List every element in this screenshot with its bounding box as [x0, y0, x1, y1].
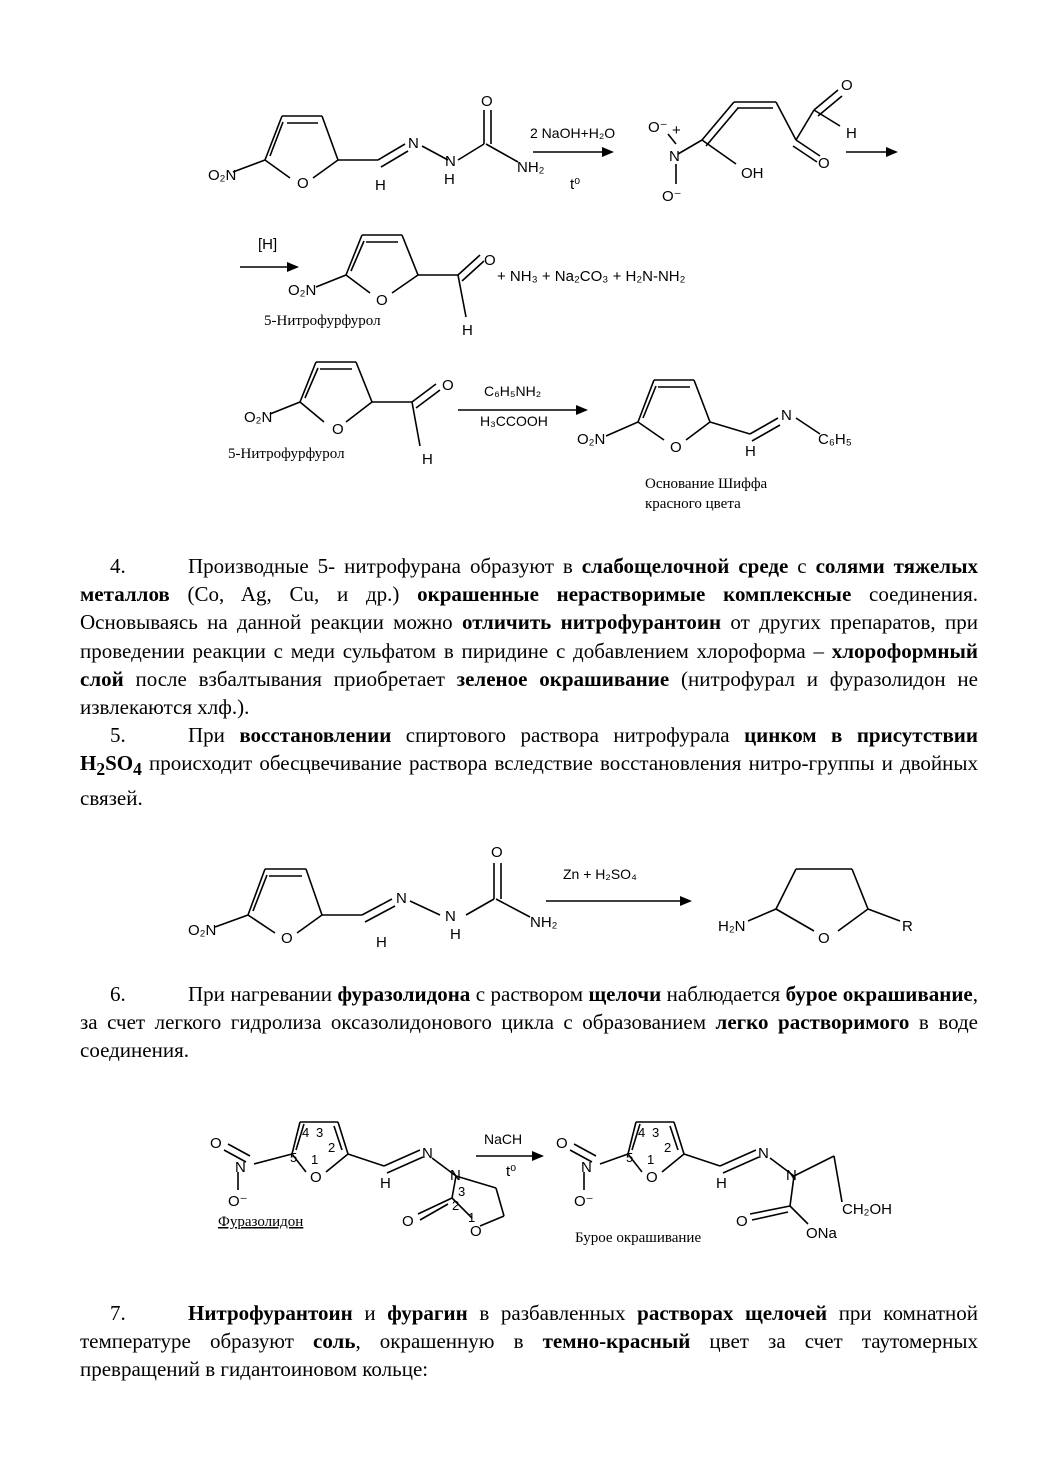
condition-label: t⁰ [570, 176, 581, 193]
compound-caption: 5-Нитрофурфурол [264, 313, 381, 329]
emphasis-text: восстановлении [239, 723, 392, 747]
emphasis-text-part: SO [105, 751, 134, 776]
text-segment: цвет за счет таутомерных превращений в гидантоиновом кольце: [80, 1329, 978, 1382]
ring-oxygen-label: O [818, 930, 830, 947]
product-caption-line-1: Основание Шиффа [645, 476, 768, 492]
reagent-label: 2 NaOH+H₂O [530, 125, 616, 141]
reagent-label: H₃CCOOH [480, 413, 548, 429]
hydrolysis-product-structure [556, 1122, 892, 1246]
nitrofural-structure [208, 93, 545, 194]
ring-oxygen-label: O [332, 421, 344, 438]
ring-oxygen-label: O [646, 1169, 658, 1186]
nitro-nitrogen-label: N [235, 1159, 246, 1176]
item-number: 6. [110, 982, 126, 1006]
nitro-group-label: O₂N [188, 922, 217, 939]
ring-locant: 3 [652, 1125, 660, 1140]
ring-locant: 1 [311, 1152, 319, 1167]
item-number: 5. [110, 723, 126, 747]
ketone-oxygen-label: O [818, 155, 830, 172]
aldehyde-oxygen-label: O [442, 377, 454, 394]
nitro-oxygen-label: O [556, 1135, 568, 1152]
oxygen-anion-label: O⁻ [648, 119, 668, 136]
text-segment: при комнатной температуре образуют [80, 1301, 978, 1354]
oxygen-anion-label: O⁻ [574, 1193, 594, 1210]
emphasis-text: щелочи [588, 982, 662, 1006]
text-segment: Производные 5- нитрофурана образуют в [188, 554, 582, 578]
reaction-arrow [546, 866, 692, 906]
nitro-group-label: O₂N [577, 431, 606, 448]
hydrogen-label: H [745, 443, 756, 460]
nitrofurfural-structure [264, 235, 496, 339]
text-segment: с раствором [470, 982, 589, 1006]
reaction-scheme-4 [0, 835, 1039, 955]
ring-locant: 3 [458, 1184, 466, 1199]
byproducts-label: + NH₃ + Na₂CO₃ + H₂N-NH₂ [497, 268, 686, 285]
hydroxymethyl-label: CH₂OH [842, 1201, 892, 1218]
paragraph-4 [80, 552, 978, 721]
nitrogen-label: N [781, 407, 792, 424]
reagent-label: NaCH [484, 1131, 523, 1147]
ring-locant: 2 [452, 1198, 460, 1213]
aldehyde-oxygen-label: O [484, 252, 496, 269]
nitrogen-label: N [450, 1167, 461, 1184]
paragraph-7 [80, 1299, 978, 1384]
emphasis-text: соль [313, 1329, 356, 1354]
compound-caption: Фуразолидон [218, 1214, 304, 1230]
emphasis-text: зеленое окрашивание [456, 666, 670, 691]
nitro-oxygen-label: O [210, 1135, 222, 1152]
continuation-arrow [846, 147, 898, 157]
reagent-label: [H] [258, 236, 278, 253]
subscript: 2 [96, 759, 106, 780]
reagent-label: C₆H₅NH₂ [484, 383, 542, 399]
emphasis-text: фурагин [387, 1301, 468, 1325]
emphasis-text: отличить нитрофурантоин [462, 610, 722, 635]
ring-locant: 4 [638, 1125, 646, 1140]
nitrogen-label: N [396, 890, 407, 907]
hydrogen-label: H [376, 934, 387, 951]
item-number: 4. [110, 554, 126, 578]
ring-oxygen-label: O [297, 175, 309, 192]
reaction-scheme-3 [0, 350, 1039, 520]
hydrogen-label: H [444, 171, 455, 188]
emphasis-text: окрашенные нерастворимые комплексные [417, 582, 852, 607]
text-segment: (Co, Ag, Cu, и др.) [169, 582, 418, 607]
reaction-scheme-2 [0, 225, 1039, 345]
ring-oxygen-label: O [670, 439, 682, 456]
nitrogen-label: N [445, 153, 456, 170]
ring-locant: 3 [316, 1125, 324, 1140]
reaction-arrow [476, 1131, 544, 1180]
emphasis-text: легко растворимого [715, 1010, 910, 1035]
nitrofural-structure [188, 844, 558, 951]
reaction-arrow [458, 383, 588, 429]
emphasis-text: растворах щелочей [637, 1301, 828, 1325]
emphasis-text: темно-красный [542, 1329, 691, 1354]
aldehyde-oxygen-label: O [841, 77, 853, 94]
hydroxyl-label: OH [741, 165, 764, 182]
emphasis-text: солями тяжелых металлов [80, 554, 978, 607]
text-segment: (нитрофурал и фуразолидон не извлекаются хлф.). [80, 666, 978, 720]
text-segment: При [188, 723, 240, 747]
carbonyl-oxygen-label: O [481, 93, 493, 110]
hydrogen-label: H [422, 451, 433, 468]
oxygen-anion-label: O⁻ [662, 188, 682, 205]
nitrogen-label: N [758, 1145, 769, 1162]
reaction-scheme-1 [0, 60, 1039, 220]
substituent-label: R [902, 918, 913, 935]
text-segment: после взбалтывания приобретает [123, 666, 457, 691]
reaction-scheme-5 [0, 1110, 1039, 1260]
nitrofurfural-structure [228, 362, 454, 468]
reaction-arrow [240, 236, 299, 272]
ring-locant: 4 [302, 1125, 310, 1140]
nitrogen-label: N [422, 1145, 433, 1162]
text-segment: спиртового раствора нитрофурала [391, 723, 745, 747]
emphasis-text: фуразолидона [337, 982, 471, 1006]
paragraph-5 [80, 721, 978, 812]
ring-locant: 5 [626, 1150, 634, 1165]
hydrogen-label: H [380, 1175, 391, 1192]
tetrahydrofuran-product-structure [718, 869, 913, 947]
text-segment: При нагревании [188, 982, 338, 1006]
carbonyl-oxygen-label: O [491, 844, 503, 861]
ring-locant: 1 [647, 1152, 655, 1167]
nitro-group-label: O₂N [208, 167, 237, 184]
reagent-label: Zn + H₂SO₄ [563, 866, 637, 882]
emphasis-text: слабощелочной среде [581, 554, 789, 578]
oxygen-anion-label: O⁻ [228, 1193, 248, 1210]
text-segment: происходит обесцвечивание раствора вследствие восстановления нитро-группы и двойных связей. [80, 751, 978, 810]
ring-oxygen-label: O [376, 292, 388, 309]
hydrogen-label: H [716, 1175, 727, 1192]
hydrogen-label: H [450, 926, 461, 943]
text-segment: наблюдается [661, 982, 786, 1006]
amino-group-label: NH₂ [517, 159, 545, 176]
amino-group-label: NH₂ [530, 914, 558, 931]
carbonyl-oxygen-label: O [736, 1213, 748, 1230]
text-segment: с [788, 554, 816, 578]
condition-label: t⁰ [506, 1163, 517, 1180]
carbonyl-oxygen-label: O [402, 1213, 414, 1230]
compound-caption: 5-Нитрофурфурол [228, 446, 345, 462]
nitro-nitrogen-label: N [581, 1159, 592, 1176]
amino-group-label: H₂N [718, 918, 746, 935]
ring-locant: 5 [290, 1150, 298, 1165]
nitrogen-label: N [408, 135, 419, 152]
hydrogen-label: H [462, 322, 473, 339]
paragraph-6 [80, 980, 978, 1065]
ring-oxygen-label: O [310, 1169, 322, 1186]
product-caption-line-2: красного цвета [645, 496, 741, 512]
sodium-carboxylate-label: ONa [806, 1225, 837, 1242]
nitrogen-label: N [445, 908, 456, 925]
emphasis-text: хлороформный слой [80, 638, 978, 691]
nitrogen-label: N [786, 1167, 797, 1184]
text-segment: соединения. Основываясь на данной реакции можно [80, 582, 978, 635]
nitro-group-label: O₂N [244, 409, 273, 426]
emphasis-text-part: цинком в присутствии H [80, 723, 978, 776]
ring-oxygen-label: O [470, 1223, 482, 1240]
text-segment: в разбавленных [467, 1301, 638, 1325]
subscript: 4 [133, 759, 142, 780]
ring-oxygen-label: O [281, 930, 293, 947]
text-segment: и [352, 1301, 388, 1325]
furazolidone-structure [210, 1122, 504, 1240]
hydrogen-label: H [375, 177, 386, 194]
text-segment: , за счет легкого гидролиза оксазолидонового цикла с образованием [80, 982, 979, 1035]
nitrogen-label: N [669, 148, 680, 165]
text-segment: в воде соединения. [80, 1010, 979, 1063]
open-chain-product-structure [648, 77, 857, 205]
ring-locant: 2 [664, 1140, 672, 1155]
ring-locant: 2 [328, 1140, 336, 1155]
text-segment: , окрашенную в [355, 1329, 543, 1354]
ring-locant: 1 [468, 1210, 476, 1225]
text-segment: от других препаратов, при проведении реакции с меди сульфатом в пиридине с добавлением хлороформа – [80, 610, 978, 663]
charge-plus-label: + [672, 122, 681, 139]
nitro-group-label: O₂N [288, 282, 317, 299]
schiff-base-structure [577, 380, 852, 512]
emphasis-text: Нитрофурантоин [188, 1301, 353, 1325]
hydrogen-label: H [846, 125, 857, 142]
phenyl-label: C₆H₅ [818, 431, 852, 448]
item-number: 7. [110, 1301, 126, 1325]
product-caption: Бурое окрашивание [575, 1230, 702, 1246]
emphasis-text: бурое окрашивание [785, 982, 973, 1006]
